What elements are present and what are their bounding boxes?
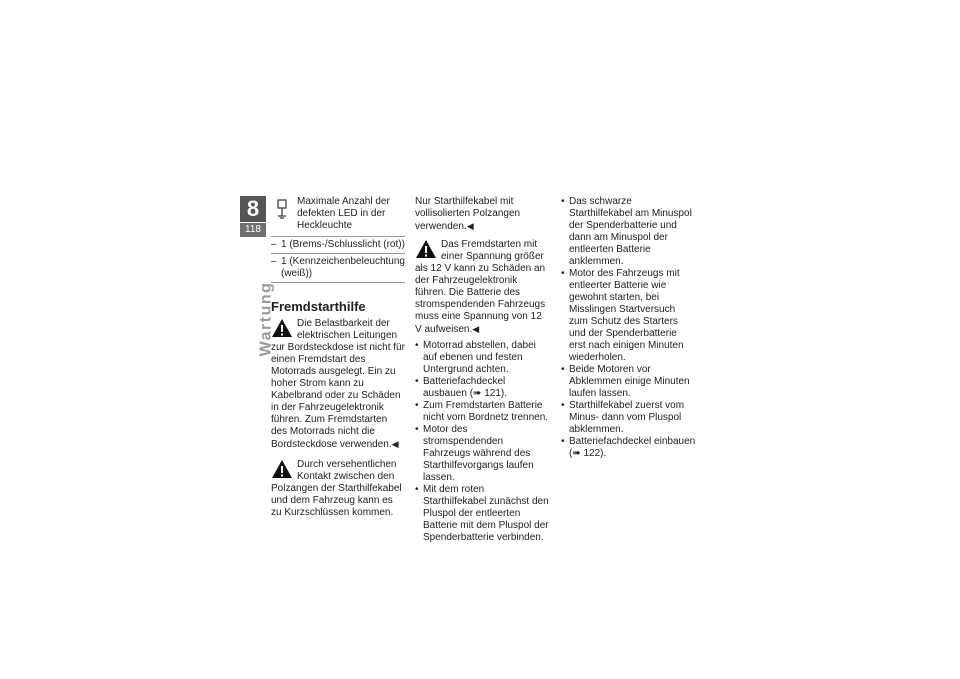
list-item: • Motorrad abstellen, dabei auf ebenen und festen Untergrund achten.: [415, 340, 550, 376]
steps-list-2: [561, 196, 696, 460]
warning-2: Durch versehentlichen Kontakt zwischen den Polzangen der Starthilfekabel und dem Fahrzeug kann es zu Kurzschlüssen kommen.: [271, 459, 402, 518]
column-3: [561, 196, 696, 460]
warning-1: Die Belastbarkeit der elektrischen Leitungen zur Bordsteckdose ist nicht für einen Fremdstart des Motorrads ausgelegt. Ein zu hoher Strom kann zu Kabelbrand oder zu Schäden in der Fahrzeugelektronik führen. Zum Fremdstarten des Motorrads nicht die Bordsteckdose verwenden.◀: [271, 318, 405, 450]
section-heading: Fremdstarthilfe: [271, 299, 366, 314]
led-note: [271, 196, 405, 232]
list-item: • Beide Motoren vor Abklemmen einige Minuten laufen lassen.: [561, 364, 696, 400]
led-row: – 1 (Brems-/Schlusslicht (rot)): [271, 237, 405, 254]
column-1: [271, 196, 405, 519]
warning-3: Das Fremdstarten mit einer Spannung größer als 12 V kann zu Schäden an der Fahrzeugelektronik führen. Die Batterie des stromspendenden Fahrzeugs muss eine Spannung von 12 V aufweisen.◀: [415, 239, 546, 335]
list-item: • Mit dem roten Starthilfekabel zunächst den Pluspol der entleerten Batterie mit dem Pluspol der Spenderbatterie verbinden.: [415, 484, 550, 544]
column-2: Nur Starthilfekabel mit vollisolierten Polzangen verwenden.◀ Das Fremdstarten mit einer Spannung größer als 12 V kann zu Schäden an der Fahrzeugelektronik führen. Die Batterie des stromspendenden Fahrzeugs muss eine Spannung von 12 V aufweisen.◀ • Motorrad abstellen, dabei auf ebenen und festen Untergrund achten. • Batteriefachdeckel ausbauen (➠ 121). • Zum Fremdstarten Batterie nicht vom Bordnetz trennen. • Motor des stromspendenden Fahrzeugs während des Starthilfevorgangs laufen lassen. • Mit dem roten Starthilfekabel zunächst den Pluspol der entleerten Batterie mit dem Pluspol der Spenderbatterie verbinden.: [415, 196, 550, 544]
list-item: • Starthilfekabel zuerst vom Minus- dann vom Pluspol abklemmen.: [561, 400, 696, 436]
warning-icon: [271, 459, 293, 479]
list-item: • Motor des stromspendenden Fahrzeugs während des Starthilfevorgangs laufen lassen.: [415, 424, 550, 484]
chapter-number: 8: [240, 196, 266, 222]
page-number: 118: [240, 223, 266, 237]
warning-icon: [415, 239, 437, 259]
led-table: [271, 236, 405, 283]
list-item: • Batteriefachdeckel ausbauen (➠ 121).: [415, 376, 550, 400]
list-item: • Zum Fremdstarten Batterie nicht vom Bordnetz trennen.: [415, 400, 550, 424]
chapter-label: Wartung: [257, 281, 275, 357]
list-item: • Batteriefachdeckel einbauen (➠ 122).: [561, 436, 696, 460]
led-icon: [275, 198, 289, 220]
col2-intro: Nur Starthilfekabel mit vollisolierten Polzangen verwenden.: [415, 196, 521, 232]
led-row: – 1 (Kennzeichenbeleuchtung (weiß)): [271, 254, 405, 283]
warning-icon: [271, 318, 293, 338]
list-item: • Das schwarze Starthilfekabel am Minuspol der Spenderbatterie und dann am Minuspol der entleerten Batterie anklemmen.: [561, 196, 696, 268]
list-item: • Motor des Fahrzeugs mit entleerter Batterie wie gewohnt starten, bei Misslingen Startversuch zum Schutz des Starters und der Spenderbatterie erst nach einigen Minuten wiederholen.: [561, 268, 696, 364]
steps-list-1: [415, 340, 550, 544]
led-note-text: Maximale Anzahl der defekten LED in der Heckleuchte: [297, 196, 390, 231]
